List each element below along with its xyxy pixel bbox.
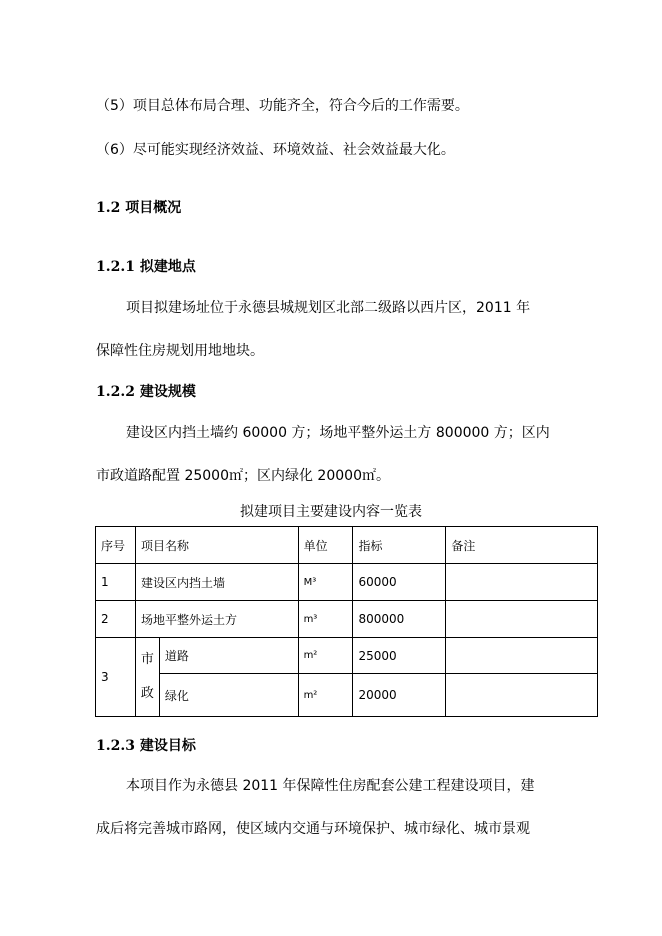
cell-no: 2 — [96, 601, 136, 638]
cell-no: 1 — [96, 564, 136, 601]
header-value: 指标 — [353, 527, 446, 564]
paragraph-scale-1: 建设区内挡土墙约 60000 方；场地平整外运土方 800000 方；区内 — [126, 425, 550, 441]
cell-value: 25000 — [353, 638, 446, 674]
heading-1-2-3: 1.2.3 建设目标 — [96, 738, 196, 754]
cell-group-label — [135, 638, 159, 717]
cell-name: 场地平整外运土方 — [135, 601, 298, 638]
header-unit: 单位 — [298, 527, 353, 564]
table-header-row — [96, 527, 598, 564]
cell-name: 建设区内挡土墙 — [135, 564, 298, 601]
paragraph-goal-2: 成后将完善城市路网，使区域内交通与环境保护、城市绿化、城市景观 — [96, 821, 530, 837]
cell-note — [446, 564, 598, 601]
heading-1-2: 1.2 项目概况 — [96, 200, 182, 216]
cell-unit: M³ — [298, 564, 353, 601]
cell-name: 道路 — [159, 638, 298, 674]
cell-unit: m³ — [298, 601, 353, 638]
paragraph-location-2: 保障性住房规划用地地块。 — [96, 343, 264, 359]
header-note: 备注 — [446, 527, 598, 564]
paragraph-scale-2: 市政道路配置 25000㎡；区内绿化 20000㎡。 — [96, 468, 390, 484]
group-label-top: 市 — [140, 652, 154, 667]
paragraph-item-5: （5）项目总体布局合理、功能齐全，符合今后的工作需要。 — [96, 98, 469, 114]
heading-1-2-1: 1.2.1 拟建地点 — [96, 259, 196, 275]
paragraph-goal-1: 本项目作为永德县 2011 年保障性住房配套公建工程建设项目，建 — [126, 778, 535, 794]
cell-note — [446, 638, 598, 674]
table-row — [96, 674, 598, 717]
paragraph-location-1: 项目拟建场址位于永德县城规划区北部二级路以西片区，2011 年 — [126, 300, 531, 316]
table-row — [96, 601, 598, 638]
heading-1-2-2: 1.2.2 建设规模 — [96, 384, 196, 400]
header-no: 序号 — [96, 527, 136, 564]
table-caption: 拟建项目主要建设内容一览表 — [240, 504, 422, 520]
construction-table — [95, 526, 598, 717]
group-label-bottom: 政 — [140, 686, 154, 701]
cell-value: 60000 — [353, 564, 446, 601]
cell-value: 20000 — [353, 674, 446, 717]
cell-no: 3 — [96, 638, 136, 717]
paragraph-item-6: （6）尽可能实现经济效益、环境效益、社会效益最大化。 — [96, 142, 455, 158]
table-row — [96, 638, 598, 674]
table-row — [96, 564, 598, 601]
cell-value: 800000 — [353, 601, 446, 638]
cell-note — [446, 674, 598, 717]
header-name: 项目名称 — [135, 527, 298, 564]
cell-name: 绿化 — [159, 674, 298, 717]
cell-note — [446, 601, 598, 638]
cell-unit: m² — [298, 674, 353, 717]
cell-unit: m² — [298, 638, 353, 674]
